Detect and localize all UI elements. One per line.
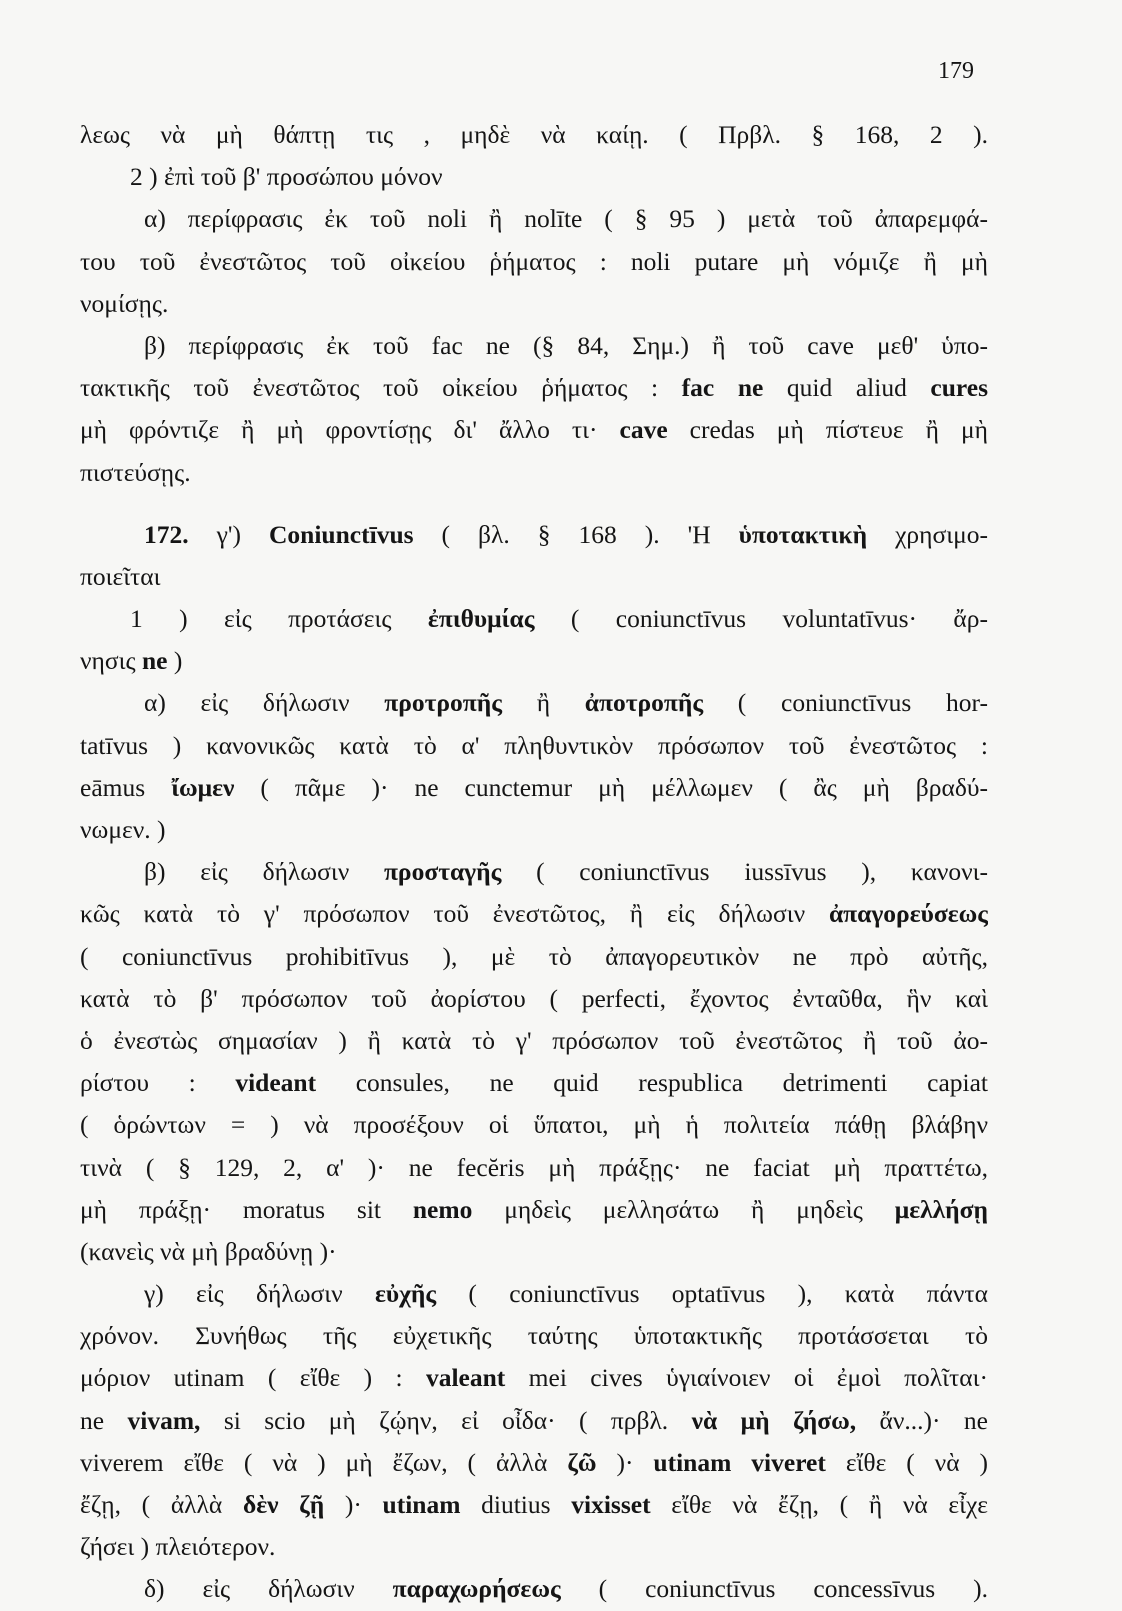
text-line: viverem εἴθε ( νὰ ) μὴ ἔζων, ( ἀλλὰ ζῶ )· utinam viveret εἴθε ( νὰ ): [80, 1447, 988, 1477]
text-line: χρόνον. Συνήθως τῆς εὐχετικῆς ταύτης ὑποτακτικῆς προτάσσεται τὸ: [80, 1321, 988, 1351]
text-line: νωμεν. ): [80, 815, 166, 844]
text-line: β) περίφρασις ἐκ τοῦ fac ne (§ 84, Σημ.) ἢ τοῦ cave μεθ' ὑπο-: [144, 330, 988, 360]
text-line: μὴ φρόντιζε ἢ μὴ φροντίσῃς δι' ἄλλο τι· cave credas μὴ πίστευε ἢ μὴ: [80, 415, 988, 445]
text-line: 1 ) εἰς προτάσεις ἐπιθυμίας ( coniunctīvus voluntatīvus· ἄρ-: [130, 604, 988, 634]
text-line: ρίστου : videant consules, ne quid respublica detrimenti capiat: [80, 1068, 988, 1098]
text-line: ( coniunctīvus prohibitīvus ), μὲ τὸ ἀπαγορευτικὸν ne πρὸ αὐτῆς,: [80, 941, 988, 971]
text-line: tatīvus ) κανονικῶς κατὰ τὸ α' πληθυντικὸν πρόσωπον τοῦ ἐνεστῶτος :: [80, 730, 988, 760]
text-line: β) εἰς δήλωσιν προσταγῆς ( coniunctīvus iussīvus ), κανονι-: [144, 857, 988, 887]
text-line: (κανεὶς νὰ μὴ βραδύνῃ )·: [80, 1236, 337, 1266]
text-line: δ) εἰς δήλωσιν παραχωρήσεως ( coniunctīvus concessīvus ).: [144, 1574, 988, 1604]
section-gap: [80, 494, 988, 514]
text-line: κατὰ τὸ β' πρόσωπον τοῦ ἀορίστου ( perfecti, ἔχοντος ἐνταῦθα, ἣν καὶ: [80, 983, 988, 1013]
text-line: ποιεῖται: [80, 561, 161, 591]
body-text: [80, 114, 988, 1611]
text-line: λεως νὰ μὴ θάπτῃ τις , μηδὲ νὰ καίῃ. ( Πρβλ. § 168, 2 ).: [80, 120, 988, 149]
page-number: 179: [938, 58, 974, 84]
text-line: α) περίφρασις ἐκ τοῦ noli ἢ nolīte ( § 95 ) μετὰ τοῦ ἀπαρεμφά-: [144, 204, 988, 234]
text-line: ἔζῃ, ( ἀλλὰ δὲν ζῇ )· utinam diutius vixisset εἴθε νὰ ἔζῃ, ( ἢ νὰ εἶχε: [80, 1490, 988, 1519]
text-line: πιστεύσῃς.: [80, 457, 191, 487]
text-line: μὴ πράξῃ· moratus sit nemo μηδεὶς μελλησάτω ἢ μηδεὶς μελλήσῃ: [80, 1194, 988, 1224]
text-line: νομίσῃς.: [80, 288, 169, 318]
text-line: ζήσει ) πλειότερον.: [80, 1532, 276, 1562]
section-number: 172.: [144, 519, 189, 549]
text-line: μόριον utinam ( εἴθε ) : valeant mei cives ὑγιαίνοιεν οἱ ἐμοὶ πολῖται·: [80, 1363, 988, 1393]
text-line: κῶς κατὰ τὸ γ' πρόσωπον τοῦ ἐνεστῶτος, ἢ εἰς δήλωσιν ἀπαγορεύσεως: [80, 899, 988, 929]
text-line: τινὰ ( § 129, 2, α' )· ne fecĕris μὴ πράξῃς· ne faciat μὴ πραττέτω,: [80, 1152, 988, 1182]
text-line: 2 ) ἐπὶ τοῦ β' προσώπου μόνον: [130, 162, 443, 192]
text-line: νησις ne ): [80, 646, 183, 676]
text-line: ( ὁρώντων = ) νὰ προσέξουν οἱ ὕπατοι, μὴ ἡ πολιτεία πάθῃ βλάβην: [80, 1110, 988, 1140]
section-heading-line: 172. γ') Coniunctīvus ( βλ. § 168 ). 'Η ὑποτακτικὴ χρησιμο-: [144, 519, 988, 549]
text-line: ne vivam, si scio μὴ ζῴην, εἰ οἶδα· ( πρβλ. νὰ μὴ ζήσω, ἄν...)· ne: [80, 1405, 988, 1435]
text-line: του τοῦ ἐνεστῶτος τοῦ οἰκείου ῥήματος : noli putare μὴ νόμιζε ἢ μὴ: [80, 246, 988, 276]
text-line: ὁ ἐνεστὼς σημασίαν ) ἢ κατὰ τὸ γ' πρόσωπον τοῦ ἐνεστῶτος ἢ τοῦ ἀο-: [80, 1025, 988, 1055]
text-line: eāmus ἴωμεν ( πᾶμε )· ne cunctemur μὴ μέλλωμεν ( ἂς μὴ βραδύ-: [80, 772, 988, 802]
text-line: α) εἰς δήλωσιν προτροπῆς ἢ ἀποτροπῆς ( coniunctīvus hor-: [144, 688, 988, 718]
text-line: γ) εἰς δήλωσιν εὐχῆς ( coniunctīvus optatīvus ), κατὰ πάντα: [144, 1279, 988, 1309]
text-line: τακτικῆς τοῦ ἐνεστῶτος τοῦ οἰκείου ῥήματος : fac ne quid aliud cures: [80, 373, 988, 403]
